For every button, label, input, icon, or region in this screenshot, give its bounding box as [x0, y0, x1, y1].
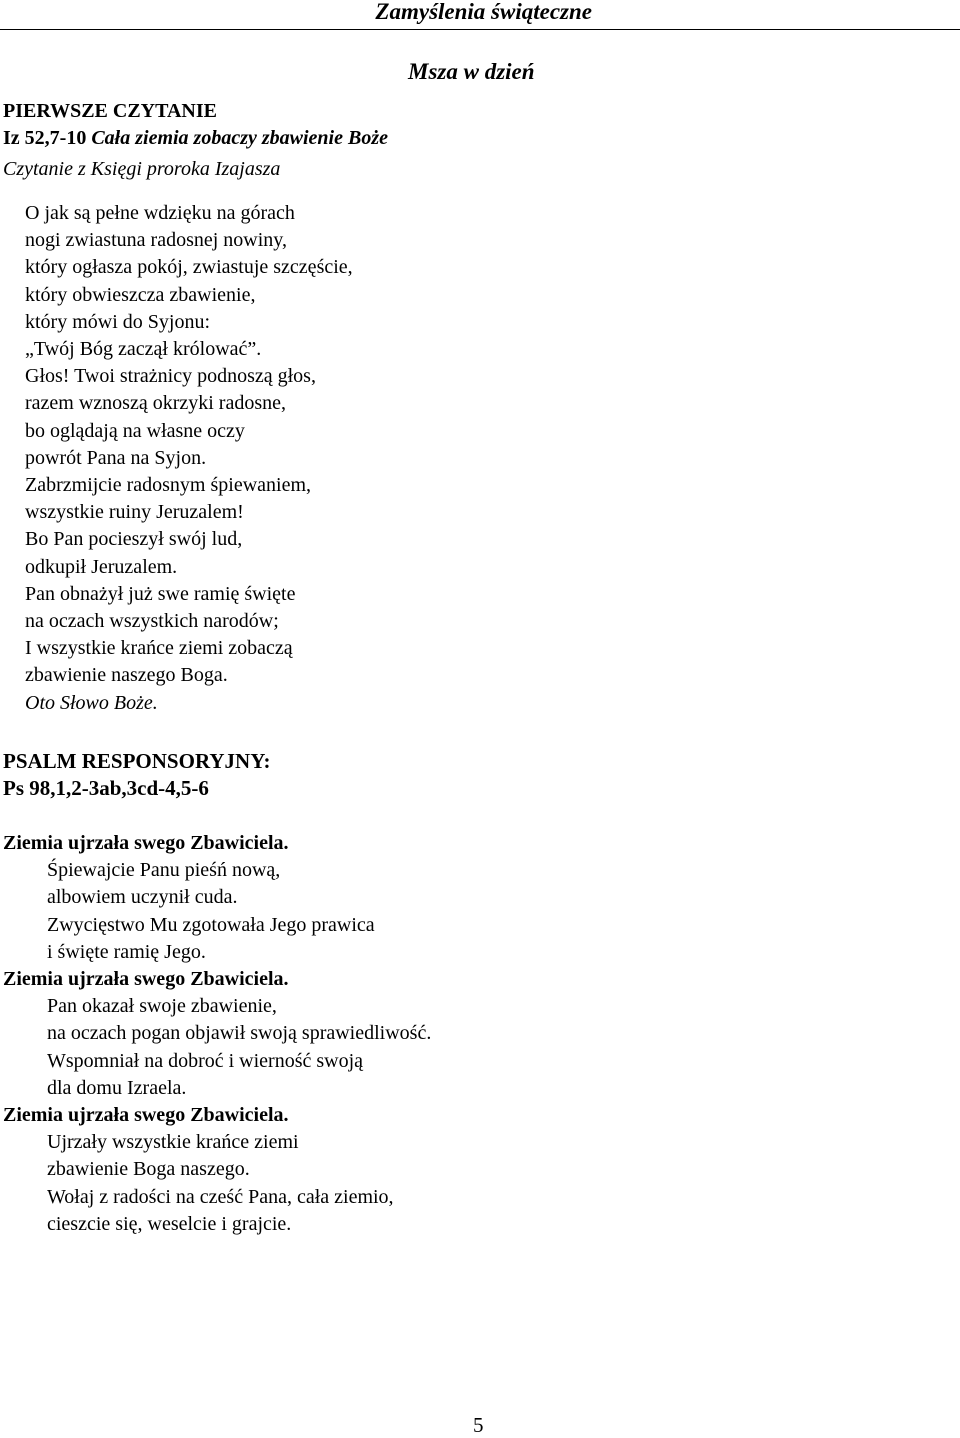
reading-closing: Oto Słowo Boże. [25, 691, 158, 714]
psalm-refrain: Ziemia ujrzała swego Zbawiciela. [3, 968, 289, 991]
psalm-line: Wołaj z radości na cześć Pana, cała ziemio, [47, 1185, 394, 1208]
reading-reference: Iz 52,7-10 [3, 127, 87, 150]
first-reading-reference-line [3, 125, 943, 152]
first-reading-heading: PIERWSZE CZYTANIE [3, 100, 217, 122]
reading-line: razem wznoszą okrzyki radosne, [25, 392, 286, 415]
reading-line: który obwieszcza zbawienie, [25, 283, 256, 306]
reading-line: Bo Pan pocieszył swój lud, [25, 528, 243, 551]
psalm-line: dla domu Izraela. [47, 1076, 187, 1099]
reading-line: który mówi do Syjonu: [25, 310, 211, 333]
page-number: 5 [473, 1413, 484, 1437]
reading-line: „Twój Bóg zaczął królować”. [25, 338, 262, 361]
psalm-line: na oczach pogan objawił swoją sprawiedliwość. [47, 1022, 432, 1045]
first-reading-section [3, 98, 943, 184]
reading-line: zbawienie naszego Boga. [25, 664, 228, 687]
psalm-refrain: Ziemia ujrzała swego Zbawiciela. [3, 832, 289, 854]
psalm-section [3, 748, 943, 802]
mass-title: Msza w dzień [408, 59, 535, 84]
reading-line: Zabrzmijcie radosnym śpiewaniem, [25, 474, 312, 497]
reading-line: Pan obnażył już swe ramię święte [25, 582, 296, 605]
reading-line: I wszystkie krańce ziemi zobaczą [25, 637, 293, 660]
header-title: Zamyślenia świąteczne [375, 0, 592, 24]
header-rule [0, 29, 960, 30]
reading-line: na oczach wszystkich narodów; [25, 610, 279, 633]
reading-line: bo oglądają na własne oczy [25, 419, 245, 442]
reading-line: O jak są pełne wdzięku na górach [25, 202, 295, 224]
psalm-line: Zwycięstwo Mu zgotowała Jego prawica [47, 913, 375, 936]
reading-line: nogi zwiastuna radosnej nowiny, [25, 229, 287, 252]
psalm-reference: Ps 98,1,2-3ab,3cd-4,5-6 [3, 776, 209, 801]
psalm-heading: PSALM RESPONSORYJNY: [3, 749, 271, 773]
reading-text [3, 200, 943, 717]
psalm-line: albowiem uczynił cuda. [47, 886, 238, 909]
page-header [0, 0, 960, 30]
psalm-text [3, 830, 943, 1238]
reading-line: Głos! Twoi strażnicy podnoszą głos, [25, 365, 316, 388]
reading-summary: Cała ziemia zobaczy zbawienie Boże [91, 127, 388, 150]
psalm-refrain: Ziemia ujrzała swego Zbawiciela. [3, 1104, 289, 1127]
reading-line: który ogłasza pokój, zwiastuje szczęście, [25, 256, 353, 279]
reading-source: Czytanie z Księgi proroka Izajasza [3, 158, 281, 181]
psalm-line: Śpiewajcie Panu pieśń nową, [47, 859, 281, 882]
psalm-line: i święte ramię Jego. [47, 940, 206, 963]
psalm-line: cieszcie się, weselcie i grajcie. [47, 1212, 292, 1235]
reading-line: odkupił Jeruzalem. [25, 555, 178, 578]
psalm-line: Pan okazał swoje zbawienie, [47, 995, 277, 1018]
psalm-line: zbawienie Boga naszego. [47, 1158, 250, 1181]
psalm-line: Ujrzały wszystkie krańce ziemi [47, 1131, 299, 1154]
reading-line: powrót Pana na Syjon. [25, 446, 207, 469]
reading-line: wszystkie ruiny Jeruzalem! [25, 501, 244, 524]
psalm-line: Wspomniał na dobroć i wierność swoją [47, 1049, 364, 1072]
